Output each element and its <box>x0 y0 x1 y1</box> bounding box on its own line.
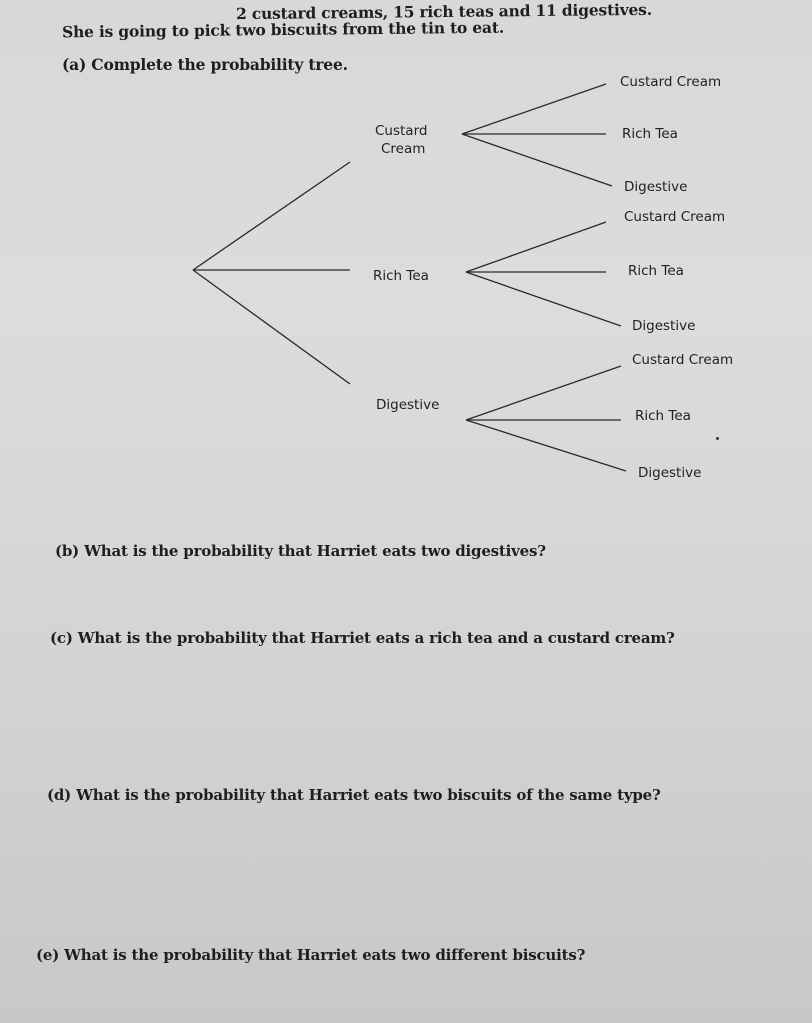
label-rt-custard-cream: Custard Cream <box>624 209 726 225</box>
label-dg-digestive: Digestive <box>638 465 702 481</box>
branch-cc-custard-cream <box>462 84 606 134</box>
label-first-rich-tea: Rich Tea <box>373 268 429 284</box>
branch-rt-custard-cream <box>466 222 606 272</box>
branch-rt-digestive <box>466 272 621 326</box>
label-first-digestive: Digestive <box>376 397 440 413</box>
pen-mark <box>716 437 719 440</box>
label-cc-digestive: Digestive <box>624 179 688 195</box>
branch-first-digestive <box>193 270 350 384</box>
question-e: (e) What is the probability that Harriet eats two different biscuits? <box>36 946 586 964</box>
label-rt-digestive: Digestive <box>632 318 696 334</box>
label-cc-custard-cream: Custard Cream <box>620 74 722 90</box>
branch-cc-digestive <box>462 134 612 186</box>
label-dg-rich-tea: Rich Tea <box>635 408 691 424</box>
label-cc-rich-tea: Rich Tea <box>622 126 678 142</box>
branch-dg-custard-cream <box>466 366 621 420</box>
question-a: (a) Complete the probability tree. <box>62 55 348 74</box>
label-first-custard-cream-line2: Cream <box>381 141 426 157</box>
question-b: (b) What is the probability that Harriet eats two digestives? <box>55 542 546 560</box>
label-first-custard-cream-line1: Custard <box>375 123 428 139</box>
branch-dg-digestive <box>466 420 626 471</box>
label-dg-custard-cream: Custard Cream <box>632 352 734 368</box>
problem-intro-line-2: She is going to pick two biscuits from the tin to eat. <box>61 17 505 42</box>
label-rt-rich-tea: Rich Tea <box>628 263 684 279</box>
question-c: (c) What is the probability that Harriet eats a rich tea and a custard cream? <box>50 629 675 647</box>
problem-intro-line-1: 2 custard creams, 15 rich teas and 11 digestives. <box>235 0 652 24</box>
branch-first-custard-cream <box>193 162 350 270</box>
question-d: (d) What is the probability that Harriet eats two biscuits of the same type? <box>47 786 661 804</box>
